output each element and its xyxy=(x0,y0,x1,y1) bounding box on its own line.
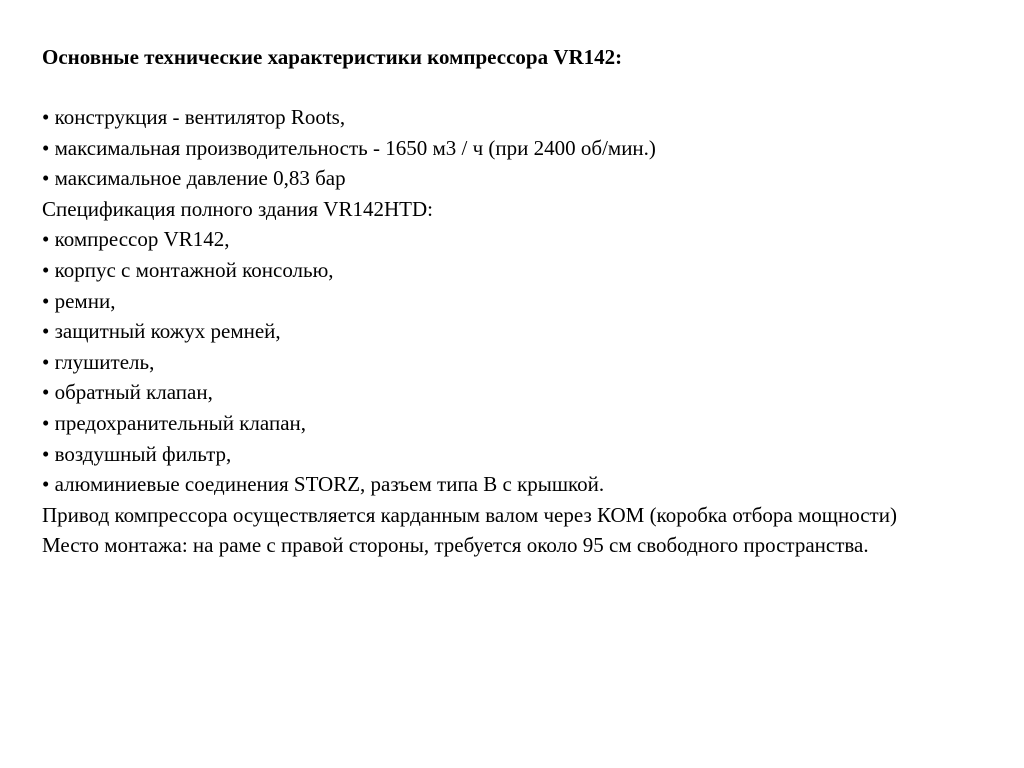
spec-item-storz-connections: • алюминиевые соединения STORZ, разъем типа B с крышкой. xyxy=(42,472,605,497)
document-title: Основные технические характеристики компрессора VR142: xyxy=(42,45,623,69)
spec-item-belts: • ремни, xyxy=(42,288,116,313)
spec-item-muffler: • глушитель, xyxy=(42,349,155,374)
drive-description: Привод компрессора осуществляется карданным валом через КОМ (коробка отбора мощности) xyxy=(42,502,897,527)
mounting-description: Место монтажа: на раме с правой стороны, требуется около 95 см свободного пространства. xyxy=(42,533,869,558)
spec-item-compressor: • компрессор VR142, xyxy=(42,227,230,252)
spec-item-belt-guard: • защитный кожух ремней, xyxy=(42,319,281,344)
document-body xyxy=(42,102,972,561)
spec-item-air-filter: • воздушный фильтр, xyxy=(42,441,232,466)
spec-item-safety-valve: • предохранительный клапан, xyxy=(42,410,307,435)
specification-heading: Спецификация полного здания VR142HTD: xyxy=(42,196,433,221)
spec-line-capacity: • максимальная производительность - 1650 м3 / ч (при 2400 об/мин.) xyxy=(42,135,656,160)
spec-line-construction: • конструкция - вентилятор Roots, xyxy=(42,105,346,129)
spec-item-check-valve: • обратный клапан, xyxy=(42,380,213,405)
spec-line-pressure: • максимальное давление 0,83 бар xyxy=(42,166,346,191)
spec-item-housing: • корпус с монтажной консолью, xyxy=(42,257,334,282)
